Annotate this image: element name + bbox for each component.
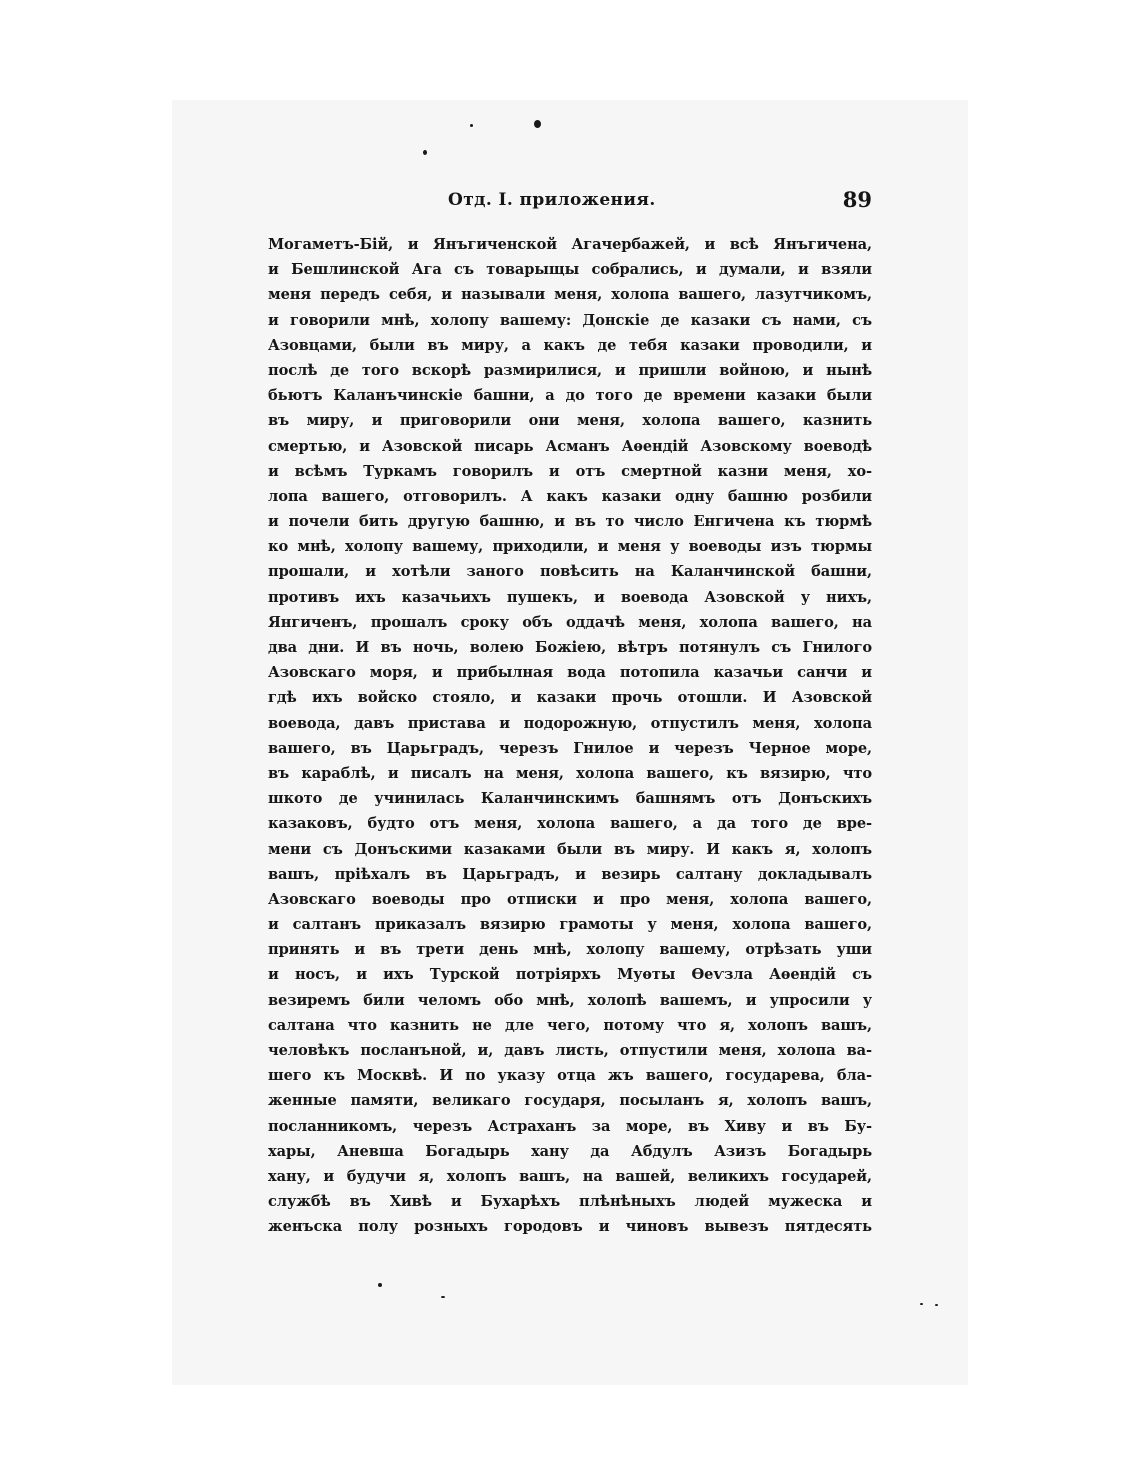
text-line: Азовцами, были въ миру, а какъ де тебя казаки проводили, и (268, 336, 872, 354)
text-line: прошали, и хотѣли заного повѣсить на Каланчинской башни, (268, 563, 872, 581)
text-line: послѣ де того вскорѣ размирилися, и пришли войною, и нынѣ (268, 361, 872, 379)
text-line: гдѣ ихъ войско стояло, и казаки прочь отошли. И Азовской (268, 689, 872, 707)
text-line: лопа вашего, отговорилъ. А какъ казаки одну башню розбили (268, 487, 872, 505)
text-line: посланникомъ, черезъ Астраханъ за море, въ Хиву и въ Бу- (268, 1117, 872, 1135)
scan-speck (935, 1304, 938, 1306)
text-line: казаковъ, будто отъ меня, холопа вашего, а да того де вре- (268, 815, 872, 833)
scan-speck (470, 124, 473, 127)
text-line: вашъ, пріѣхалъ въ Царьградъ, и везирь салтану докладывалъ (268, 865, 872, 883)
text-line: женные памяти, великаго государя, посыланъ я, холопъ вашъ, (268, 1092, 872, 1110)
running-head: Отд. I. приложения. (448, 190, 656, 210)
body-text (268, 232, 872, 1240)
page-number: 89 (842, 187, 872, 212)
text-line: шего къ Москвѣ. И по указу отца жъ вашего, государева, бла- (268, 1067, 872, 1085)
scan-speck (534, 120, 541, 128)
text-line: противъ ихъ казачьихъ пушекъ, и воевода Азовской у нихъ, (268, 588, 872, 606)
scan-speck (441, 1296, 445, 1298)
text-line: вашего, въ Царьградъ, черезъ Гнилое и черезъ Черное море, (268, 739, 872, 757)
scan-speck (920, 1303, 923, 1305)
text-line: и салтанъ приказалъ вязирю грамоты у меня, холопа вашего, (268, 916, 872, 934)
text-line: и говорили мнѣ, холопу вашему: Донскіе де казаки съ нами, съ (268, 311, 872, 329)
text-line: и Бешлинской Ага съ товарыщы собрались, и думали, и взяли (268, 261, 872, 279)
text-line: и носъ, и ихъ Турской потріярхъ Муѳты Ѳеѵзла Аѳендій съ (268, 966, 872, 984)
text-line: Азовскаго моря, и прибылная вода потопила казачьи санчи и (268, 664, 872, 682)
text-line: человѣкъ посланъной, и, давъ листь, отпустили меня, холопа ва- (268, 1042, 872, 1059)
text-line: шкото де учинилась Каланчинскимъ башнямъ отъ Донъскихъ (268, 790, 872, 808)
text-line: воевода, давъ пристава и подорожную, отпустилъ меня, холопа (268, 714, 872, 732)
text-line: службѣ въ Хивѣ и Бухарѣхъ плѣнѣныхъ людей мужеска и (268, 1193, 872, 1211)
text-line: смертью, и Азовской писарь Асманъ Аѳендій Азовскому воеводѣ (268, 437, 872, 455)
scan-speck (423, 150, 427, 155)
text-line: Янгиченъ, прошалъ сроку объ оддачѣ меня, холопа вашего, на (268, 613, 872, 631)
scan-speck (378, 1283, 382, 1287)
text-line: и почели бить другую башню, и въ то число Енгичена къ тюрмѣ (268, 513, 872, 531)
text-line: два дни. И въ ночь, волею Божіею, вѣтръ потянулъ съ Гнилого (268, 639, 872, 656)
text-line: бьютъ Каланъчинскіе башни, а до того де времени казаки были (268, 387, 872, 405)
text-line: мени съ Донъскими казаками были въ миру. И какъ я, холопъ (268, 840, 872, 858)
text-line: Азовскаго воеводы про отписки и про меня, холопа вашего, (268, 890, 872, 908)
text-line: везиремъ били челомъ обо мнѣ, холопѣ вашемъ, и упросили у (268, 991, 872, 1009)
text-line: хары, Аневша Богадырь хану да Абдулъ Азизъ Богадырь (268, 1142, 872, 1160)
text-line: женъска полу розныхъ городовъ и чиновъ вывезъ пятдесять (268, 1218, 872, 1236)
text-line: салтана что казнить не дле чего, потому что я, холопъ вашъ, (268, 1016, 872, 1034)
text-line: Могаметъ-Бій, и Янъгиченской Агачербажей, и всѣ Янъгичена, (268, 236, 872, 253)
text-line: ко мнѣ, холопу вашему, приходили, и меня у воеводы изъ тюрмы (268, 538, 872, 556)
text-line: хану, и будучи я, холопъ вашъ, на вашей, великихъ государей, (268, 1167, 872, 1185)
text-line: и всѣмъ Туркамъ говорилъ и отъ смертной казни меня, хо- (268, 462, 872, 480)
text-line: въ караблѣ, и писалъ на меня, холопа вашего, къ вязирю, что (268, 764, 872, 782)
page-header (268, 184, 872, 218)
text-line: принять и въ трети день мнѣ, холопу вашему, отрѣзать уши (268, 941, 872, 959)
text-line: меня передъ себя, и называли меня, холопа вашего, лазутчикомъ, (268, 286, 872, 304)
text-line: въ миру, и приговорили они меня, холопа вашего, казнить (268, 412, 872, 430)
